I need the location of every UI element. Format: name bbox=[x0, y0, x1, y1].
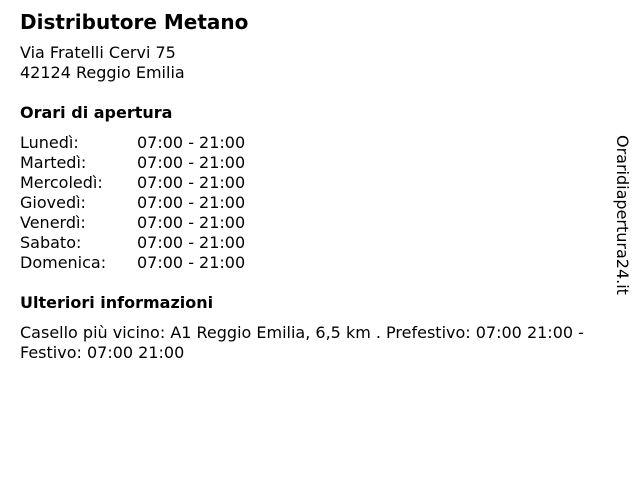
additional-info-heading: Ulteriori informazioni bbox=[20, 293, 214, 312]
opening-hours-table bbox=[20, 133, 610, 273]
hours-row-sunday bbox=[20, 253, 610, 273]
hours-row-tuesday bbox=[20, 153, 610, 173]
hours-day: Martedì: bbox=[20, 153, 87, 172]
hours-day: Lunedì: bbox=[20, 133, 79, 152]
site-watermark: Oraridiapertura24.it bbox=[613, 135, 632, 295]
hours-day: Giovedì: bbox=[20, 193, 86, 212]
address-street: Via Fratelli Cervi 75 bbox=[20, 43, 176, 62]
hours-row-monday bbox=[20, 133, 610, 153]
hours-time: 07:00 - 21:00 bbox=[137, 153, 246, 172]
hours-time: 07:00 - 21:00 bbox=[137, 133, 246, 152]
hours-time: 07:00 - 21:00 bbox=[137, 213, 246, 232]
hours-day: Venerdì: bbox=[20, 213, 86, 232]
hours-time: 07:00 - 21:00 bbox=[137, 173, 246, 192]
hours-time: 07:00 - 21:00 bbox=[137, 253, 246, 272]
store-info-card bbox=[20, 8, 610, 363]
page-title: Distributore Metano bbox=[20, 10, 249, 34]
hours-row-friday bbox=[20, 213, 610, 233]
hours-day: Mercoledì: bbox=[20, 173, 103, 192]
hours-row-wednesday bbox=[20, 173, 610, 193]
address-block bbox=[20, 43, 610, 83]
address-city: 42124 Reggio Emilia bbox=[20, 63, 185, 82]
additional-info-text: Casello più vicino: A1 Reggio Emilia, 6,5 km . Prefestivo: 07:00 21:00 - Festivo: 07:00 21:00 bbox=[20, 323, 584, 362]
hours-time: 07:00 - 21:00 bbox=[137, 193, 246, 212]
hours-day: Domenica: bbox=[20, 253, 107, 272]
hours-row-thursday bbox=[20, 193, 610, 213]
hours-day: Sabato: bbox=[20, 233, 82, 252]
opening-hours-heading: Orari di apertura bbox=[20, 103, 173, 122]
hours-row-saturday bbox=[20, 233, 610, 253]
hours-time: 07:00 - 21:00 bbox=[137, 233, 246, 252]
